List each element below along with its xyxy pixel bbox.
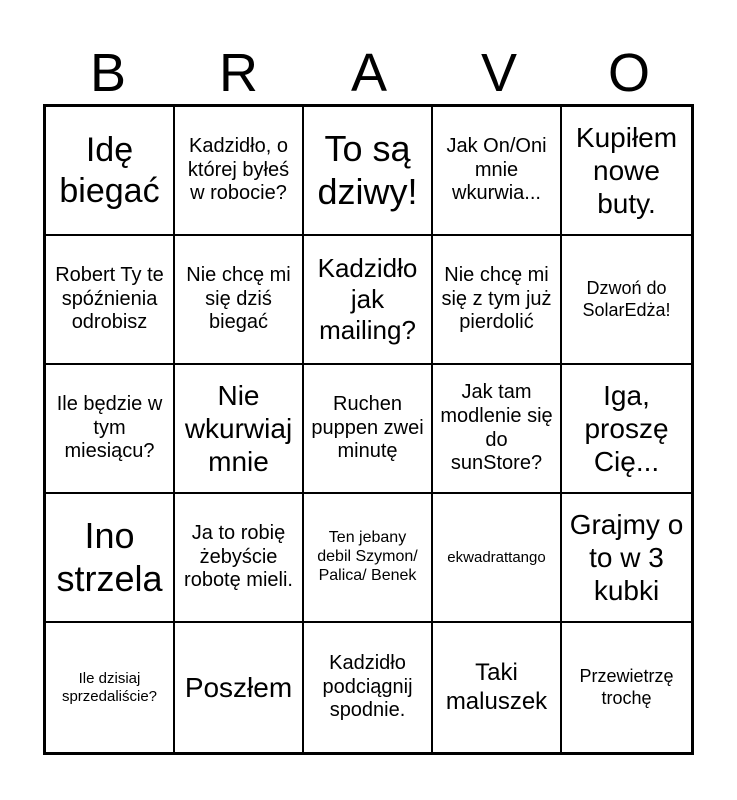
bingo-cell-o5[interactable] — [562, 623, 691, 752]
bingo-cell-v1[interactable] — [433, 107, 562, 236]
cell-text: Ruchen puppen zwei minutę — [311, 393, 424, 463]
bingo-cell-o4[interactable] — [562, 494, 691, 623]
bingo-cell-a5[interactable] — [304, 623, 433, 752]
bingo-cell-b3[interactable] — [46, 365, 175, 494]
cell-text: Kupiłem nowe buty. — [575, 121, 678, 220]
cell-text: Kadzidło jak mailing? — [317, 253, 418, 345]
cell-text: Przewietrzę trochę — [579, 666, 674, 708]
header-letter-r: R — [219, 43, 258, 103]
header-letter-o: O — [607, 43, 650, 103]
cell-text: Poszłem — [184, 671, 293, 703]
bingo-cell-v2[interactable] — [433, 236, 562, 365]
bingo-cell-a4[interactable] — [304, 494, 433, 623]
cell-text: Jak tam modlenie się do sunStore? — [440, 381, 553, 475]
bingo-cell-a3[interactable] — [304, 365, 433, 494]
cell-text: Idę biegać — [59, 131, 160, 210]
cell-text: Nie wkurwiaj mnie — [184, 379, 293, 478]
bingo-cell-o1[interactable] — [562, 107, 691, 236]
cell-text: Grajmy o to w 3 kubki — [569, 508, 684, 607]
header-letter-b: B — [89, 43, 127, 103]
bingo-cell-r4[interactable] — [175, 494, 304, 623]
cell-text: Robert Ty te spóźnienia odrobisz — [55, 264, 164, 334]
bingo-cell-r3[interactable] — [175, 365, 304, 494]
header-letter-v: V — [480, 43, 518, 103]
bingo-cell-a2[interactable] — [304, 236, 433, 365]
bingo-cell-r5[interactable] — [175, 623, 304, 752]
bingo-cell-v3[interactable] — [433, 365, 562, 494]
bingo-header — [43, 42, 694, 104]
bingo-cell-v4[interactable] — [433, 494, 562, 623]
bingo-cell-b5[interactable] — [46, 623, 175, 752]
cell-text: Ino strzela — [56, 515, 163, 599]
bingo-cell-o3[interactable] — [562, 365, 691, 494]
cell-text: Iga, proszę Cię... — [584, 379, 669, 478]
cell-text: Jak On/Oni mnie wkurwia... — [446, 135, 547, 205]
header-letter-a: A — [350, 43, 388, 103]
cell-text: Kadzidło podciągnij spodnie. — [322, 652, 413, 722]
cell-text: To są dziwy! — [317, 128, 418, 212]
cell-text: Ile będzie w tym miesiącu? — [56, 393, 163, 463]
bingo-cell-b2[interactable] — [46, 236, 175, 365]
bingo-cell-b4[interactable] — [46, 494, 175, 623]
cell-text: Ile dzisiaj sprzedaliście? — [61, 669, 158, 705]
cell-text: ekwadrattango — [447, 548, 546, 566]
bingo-cell-v5[interactable] — [433, 623, 562, 752]
cell-text: Taki maluszek — [445, 659, 548, 715]
cell-text: Nie chcę mi się z tym już pierdolić — [441, 264, 552, 334]
cell-text: Nie chcę mi się dziś biegać — [186, 264, 291, 334]
cell-text: Kadzidło, o której byłeś w robocie? — [187, 135, 290, 205]
bingo-cell-r2[interactable] — [175, 236, 304, 365]
cell-text: Ten jebany debil Szymon/ Palica/ Benek — [317, 529, 418, 584]
cell-text: Dzwoń do SolarEdża! — [582, 278, 671, 320]
bingo-cell-o2[interactable] — [562, 236, 691, 365]
bingo-cell-r1[interactable] — [175, 107, 304, 236]
bingo-cell-a1[interactable] — [304, 107, 433, 236]
cell-text: Ja to robię żebyście robotę mieli. — [184, 522, 293, 592]
bingo-cell-b1[interactable] — [46, 107, 175, 236]
bingo-grid — [43, 104, 694, 755]
